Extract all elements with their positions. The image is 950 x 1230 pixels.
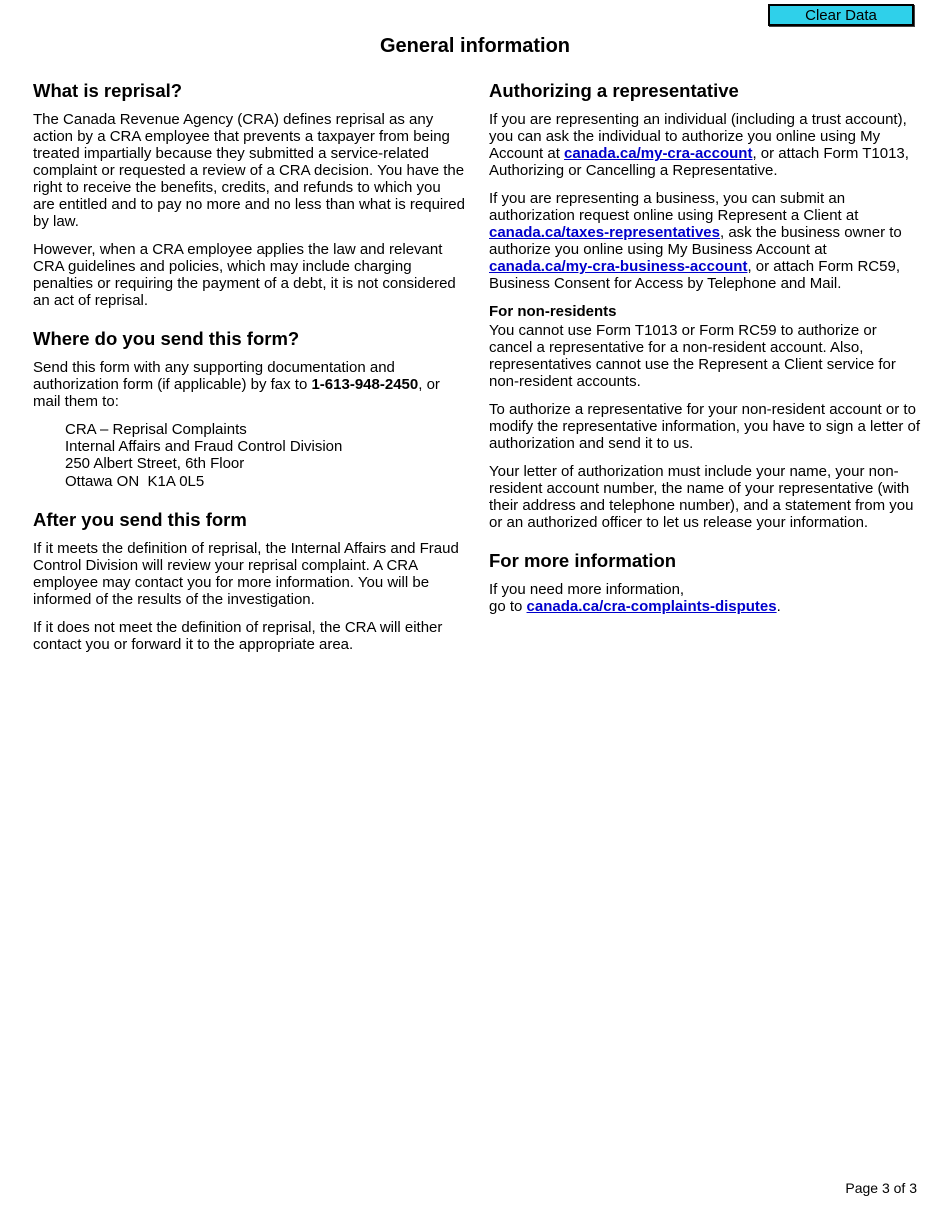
- more-info-text: .: [776, 598, 781, 615]
- my-cra-account-link[interactable]: canada.ca/my-cra-account: [564, 145, 753, 162]
- send-text-before: Send this form with any supporting documentation and authorization form (if applicable) by fax to: [33, 359, 395, 393]
- page-title: General information: [379, 35, 571, 57]
- more-info-heading: For more information: [489, 550, 677, 571]
- reprisal-paragraph-1: The Canada Revenue Agency (CRA) defines reprisal as any action by a CRA employee that prevents a taxpayer from being treated impartially because they submitted a service-related complaint or requested a review of a CRA decision. You have the right to receive the benefits, credits, and refunds to which you are entitled and to pay no more and no less than what is required by law.: [33, 111, 465, 230]
- more-info-line-1: If you need more information,: [489, 581, 685, 598]
- page-number: Page 3 of 3: [845, 1180, 917, 1196]
- authorizing-heading: Authorizing a representative: [489, 80, 739, 101]
- after-section: [33, 509, 465, 653]
- authorizing-paragraph-2: [489, 190, 921, 292]
- send-heading: Where do you send this form?: [33, 328, 300, 349]
- left-column: [33, 80, 465, 664]
- authorizing-text: , ask the business owner to authorize you online using My Business Account at: [489, 224, 902, 258]
- address-line: Internal Affairs and Fraud Control Division: [65, 438, 343, 456]
- taxes-representatives-link[interactable]: canada.ca/taxes-representatives: [489, 224, 720, 241]
- clear-data-button[interactable]: Clear Data: [768, 4, 914, 26]
- authorizing-text: If you are representing a business, you can submit an authorization request online using Represent a Client at: [489, 190, 859, 224]
- right-column: [489, 80, 921, 626]
- cra-complaints-disputes-link[interactable]: canada.ca/cra-complaints-disputes: [526, 598, 777, 615]
- authorizing-text: If you are representing an individual (including a trust account), you can ask the individual to authorize you online using My Account at: [489, 111, 907, 162]
- authorizing-paragraph-1: [489, 111, 921, 179]
- my-cra-business-account-link[interactable]: canada.ca/my-cra-business-account: [489, 258, 748, 275]
- authorizing-text: , or attach Form RC59, Business Consent for Access by Telephone and Mail.: [489, 258, 900, 292]
- send-paragraph: [33, 359, 465, 410]
- mailing-address: [65, 421, 465, 490]
- address-line: 250 Albert Street, 6th Floor: [65, 455, 245, 473]
- reprisal-heading: What is reprisal?: [33, 80, 183, 101]
- authorizing-text: , or attach Form T1013, Authorizing or Cancelling a Representative.: [489, 145, 909, 179]
- authorizing-section: [489, 80, 921, 531]
- reprisal-section: [33, 80, 465, 309]
- nonresidents-paragraph-1: You cannot use Form T1013 or Form RC59 to authorize or cancel a representative for a non-resident account. Also, representatives cannot use the Represent a Client service for non-resident accounts.: [489, 322, 896, 390]
- reprisal-paragraph-2: However, when a CRA employee applies the law and relevant CRA guidelines and policies, which may include charging penalties or requiring the payment of a debt, it is not considered an act of reprisal.: [33, 241, 456, 309]
- after-paragraph-1: If it meets the definition of reprisal, the Internal Affairs and Fraud Control Division will review your reprisal complaint. A CRA employee may contact you for more information. You will be informed of the results of the investigation.: [33, 539, 459, 608]
- more-info-text: go to: [489, 598, 527, 615]
- more-info-section: [489, 550, 921, 615]
- fax-number: 1-613-948-2450: [311, 376, 419, 393]
- nonresidents-paragraph-2: To authorize a representative for your non-resident account or to modify the representative information, you have to sign a letter of authorization and send it to us.: [489, 401, 921, 452]
- more-info-paragraph: [489, 581, 921, 615]
- nonresidents-heading: For non-residents: [489, 303, 617, 320]
- send-text-after: , or mail them to:: [33, 376, 440, 410]
- send-section: [33, 328, 465, 490]
- address-line: Ottawa ON K1A 0L5: [65, 472, 205, 490]
- address-line: CRA – Reprisal Complaints: [65, 421, 247, 438]
- nonresidents-paragraph-3: Your letter of authorization must include your name, your non-resident account number, the name of your representative (with their address and telephone number), and a statement from you or an authorized officer to let us release your information.: [489, 463, 914, 531]
- after-heading: After you send this form: [33, 508, 247, 530]
- after-paragraph-2: If it does not meet the definition of reprisal, the CRA will either contact you or forward it to the appropriate area.: [33, 618, 443, 653]
